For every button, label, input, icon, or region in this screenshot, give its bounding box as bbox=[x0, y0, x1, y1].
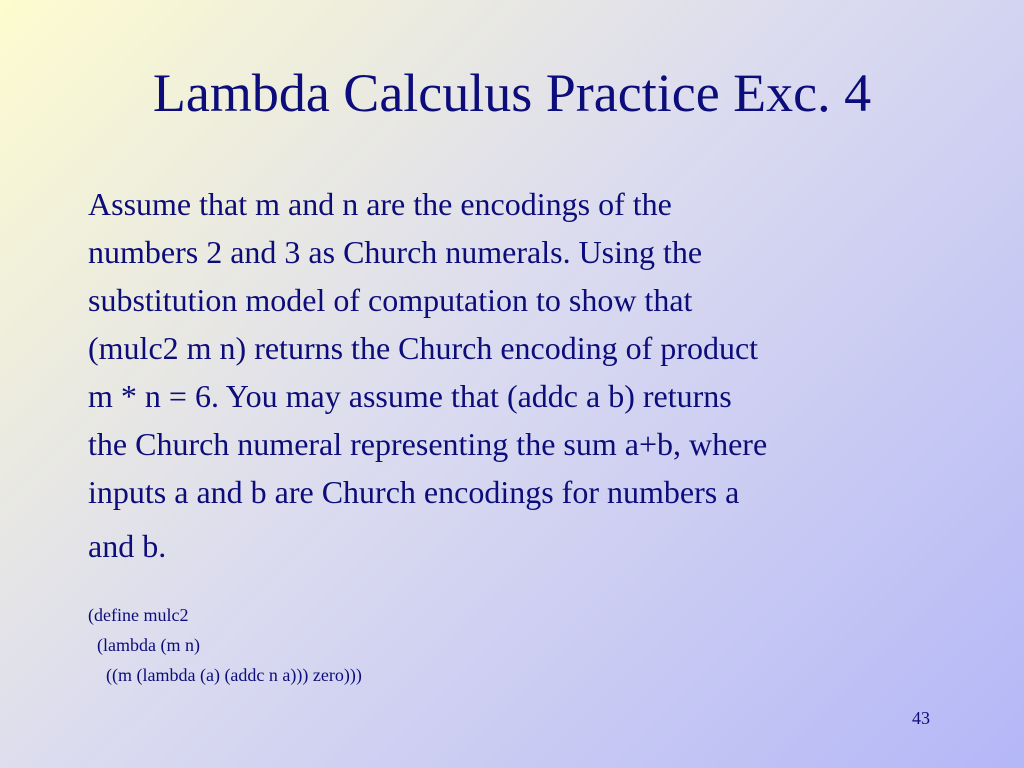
paragraph-line: substitution model of computation to show that bbox=[88, 282, 693, 318]
code-line: ((m (lambda (a) (addc n a))) zero))) bbox=[88, 665, 362, 685]
code-line: (lambda (m n) bbox=[88, 635, 200, 655]
exercise-paragraph bbox=[88, 180, 968, 574]
paragraph-line: numbers 2 and 3 as Church numerals. Using the bbox=[88, 234, 703, 270]
code-snippet bbox=[88, 600, 362, 690]
slide-number: 43 bbox=[912, 708, 930, 728]
paragraph-line: inputs a and b are Church encodings for numbers a bbox=[88, 474, 740, 510]
paragraph-line: the Church numeral representing the sum a+b, where bbox=[88, 426, 768, 462]
paragraph-line: (mulc2 m n) returns the Church encoding of product bbox=[88, 330, 759, 366]
slide-title: Lambda Calculus Practice Exc. 4 bbox=[152, 63, 872, 123]
paragraph-line: and b. bbox=[88, 528, 167, 564]
code-line: (define mulc2 bbox=[88, 605, 189, 625]
paragraph-line: m * n = 6. You may assume that (addc a b) returns bbox=[88, 378, 732, 414]
paragraph-line: Assume that m and n are the encodings of the bbox=[88, 186, 672, 222]
